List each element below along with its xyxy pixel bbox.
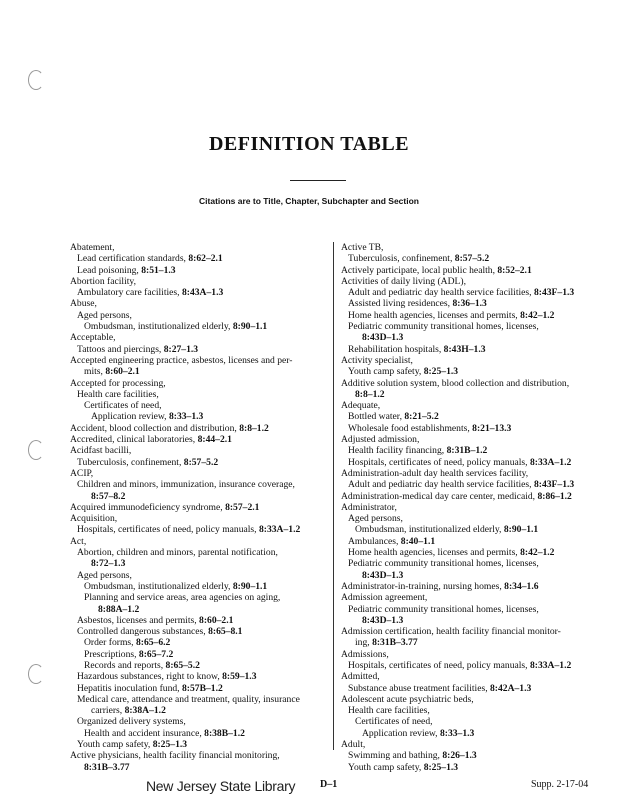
entry-citation: 8:90–1.1	[232, 321, 268, 333]
index-entry	[70, 366, 328, 377]
entry-citation: 8:52–2.1	[497, 264, 532, 276]
entry-citation: 8:31B–1.2	[446, 445, 488, 457]
index-entry	[341, 660, 596, 671]
index-entry	[341, 716, 596, 727]
entry-citation: 8:27–1.3	[163, 343, 199, 355]
entry-citation: 8:88A–1.2	[98, 603, 140, 615]
entry-text: Ambulatory care facilities,	[77, 287, 182, 299]
index-entry	[70, 344, 328, 355]
entry-citation: 8:57B–1.2	[181, 682, 223, 694]
index-entry	[341, 479, 596, 490]
entry-text: Aged persons,	[77, 309, 132, 321]
entry-citation: 8:57–2.1	[225, 501, 260, 513]
entry-text: Health facility financing,	[348, 445, 447, 457]
entry-citation: 8:44–2.1	[197, 434, 232, 446]
index-entry	[70, 513, 328, 524]
index-entry	[341, 671, 596, 682]
index-entry	[70, 310, 328, 321]
entry-text: Lead poisoning,	[77, 264, 142, 276]
entry-citation: 8:33A–1.2	[529, 659, 572, 671]
index-entry	[341, 265, 596, 276]
entry-text: Acceptable,	[70, 332, 116, 344]
entry-text: Application review,	[91, 411, 169, 423]
index-entry	[70, 536, 328, 547]
index-entry	[341, 604, 596, 615]
entry-citation: 8:33–1.3	[168, 411, 204, 423]
entry-text: Accepted for processing,	[70, 377, 166, 389]
entry-text: Planning and service areas, area agencies on aging,	[84, 592, 281, 604]
entry-citation: 8:72–1.3	[91, 558, 126, 570]
entry-text: Accident, blood collection and distribution,	[70, 422, 240, 434]
index-entry	[341, 457, 596, 468]
entry-citation: 8:60–2.1	[105, 366, 140, 378]
entry-citation: 8:65–5.2	[165, 659, 200, 671]
entry-text: Home health agencies, licenses and permits,	[348, 309, 521, 321]
entry-text: Wholesale food establishments,	[348, 422, 473, 434]
entry-citation: 8:57–5.2	[183, 456, 219, 468]
entry-citation: 8:59–1.3	[222, 671, 257, 683]
index-entry	[341, 513, 596, 524]
entry-text: Acquired immunodeficiency syndrome,	[70, 501, 226, 513]
entry-text: Abuse,	[70, 298, 97, 310]
entry-text: Admissions,	[341, 648, 389, 660]
entry-citation: 8:57–8.2	[91, 490, 126, 502]
entry-citation: 8:60–2.1	[199, 614, 234, 626]
entry-text: Hazardous substances, right to know,	[77, 671, 223, 683]
entry-text: Adult,	[341, 739, 366, 751]
index-entry	[341, 558, 596, 569]
index-entry	[70, 242, 328, 253]
entry-citation: 8:38A–1.2	[124, 705, 166, 717]
entry-text: Administration-adult day health services facility,	[341, 467, 529, 479]
entry-citation: 8:31B–3.77	[372, 637, 418, 649]
index-entry	[70, 411, 328, 422]
index-entry	[341, 502, 596, 513]
index-entry	[70, 739, 328, 750]
entry-text: Children and minors, immunization, insurance coverage,	[77, 479, 295, 491]
entry-text: Certificates of need,	[355, 716, 433, 728]
index-entry	[341, 276, 596, 287]
index-entry	[70, 671, 328, 682]
entry-text: Ombudsman, institutionalized elderly,	[84, 580, 233, 592]
index-entry	[341, 445, 596, 456]
index-entry	[70, 570, 328, 581]
entry-citation: 8:90–1.1	[232, 580, 268, 592]
index-entry	[341, 389, 596, 400]
index-entry	[70, 265, 328, 276]
entry-text: Lead certification standards,	[77, 253, 189, 265]
index-entry	[341, 570, 596, 581]
entry-text: Acquisition,	[70, 513, 118, 525]
entry-citation: 8:21–13.3	[472, 422, 512, 434]
entry-citation: 8:36–1.3	[452, 298, 487, 310]
entry-citation: 8:38B–1.2	[204, 727, 245, 739]
entry-citation: 8:33A–1.2	[529, 456, 572, 468]
entry-citation: 8:51–1.3	[141, 264, 176, 276]
entry-text: Hospitals, certificates of need, policy manuals,	[77, 524, 259, 536]
entry-citation: 8:34–1.6	[504, 580, 539, 592]
entry-text: Ombudsman, institutionalized elderly,	[355, 524, 504, 536]
entry-text: Pediatric community transitional homes, licenses,	[348, 558, 539, 570]
punch-hole-middle	[28, 440, 44, 460]
entry-citation: 8:8–1.2	[239, 422, 269, 434]
index-entry	[70, 558, 328, 569]
entry-citation: 8:65–8.1	[208, 626, 243, 638]
entry-citation: 8:31B–3.77	[84, 761, 130, 773]
title-rule	[290, 180, 346, 181]
entry-text: ACIP,	[70, 467, 94, 479]
entry-text: Swimming and bathing,	[348, 750, 443, 762]
entry-text: Admission certification, health facility financial monitor-	[341, 626, 561, 638]
entry-text: mits,	[84, 366, 106, 378]
index-entry	[341, 344, 596, 355]
index-entry	[341, 242, 596, 253]
index-entry	[70, 332, 328, 343]
entry-text: Bottled water,	[348, 411, 405, 423]
entry-text: Ombudsman, institutionalized elderly,	[84, 321, 233, 333]
entry-text: Tuberculosis, confinement,	[77, 456, 184, 468]
entry-text: Adult and pediatric day health service facilities,	[348, 479, 534, 491]
entry-citation: 8:90–1.1	[503, 524, 539, 536]
entry-citation: 8:65–6.2	[135, 637, 171, 649]
entry-text: Prescriptions,	[84, 648, 139, 660]
index-entry	[70, 547, 328, 558]
entry-text: Health care facilities,	[348, 705, 430, 717]
index-entry	[70, 423, 328, 434]
page-number: D–1	[320, 779, 338, 790]
entry-text: Pediatric community transitional homes, licenses,	[348, 603, 539, 615]
index-entry	[70, 434, 328, 445]
index-entry	[341, 310, 596, 321]
index-entry	[70, 502, 328, 513]
entry-citation: 8:26–1.3	[442, 750, 477, 762]
index-entry	[70, 683, 328, 694]
entry-text: Active physicians, health facility financial monitoring,	[70, 750, 280, 762]
index-entry	[70, 457, 328, 468]
entry-citation: 8:57–5.2	[454, 253, 490, 265]
index-entry	[341, 615, 596, 626]
index-entry	[70, 253, 328, 264]
index-entry	[70, 378, 328, 389]
punch-hole-top	[28, 70, 44, 90]
index-entry	[341, 728, 596, 739]
entry-text: Asbestos, licenses and permits,	[77, 614, 200, 626]
entry-text: Medical care, attendance and treatment, quality, insurance	[77, 693, 300, 705]
index-entry	[341, 683, 596, 694]
index-entry	[70, 660, 328, 671]
index-entry	[341, 400, 596, 411]
index-entry	[70, 716, 328, 727]
page-subtitle: Citations are to Title, Chapter, Subchapter and Section	[199, 196, 419, 206]
entry-text: Ambulances,	[348, 535, 401, 547]
index-entry	[341, 581, 596, 592]
entry-text: Hospitals, certificates of need, policy manuals,	[348, 659, 530, 671]
entry-text: Activity specialist,	[341, 354, 413, 366]
entry-citation: 8:86–1.2	[537, 490, 572, 502]
entry-citation: 8:33A–1.2	[258, 524, 301, 536]
index-entry	[70, 524, 328, 535]
index-entry	[341, 411, 596, 422]
entry-text: Abortion, children and minors, parental notification,	[77, 547, 278, 559]
index-entry	[70, 445, 328, 456]
index-entry	[341, 378, 596, 389]
index-entry	[70, 581, 328, 592]
index-entry	[70, 355, 328, 366]
index-entry	[70, 468, 328, 479]
entry-text: Youth camp safety,	[348, 761, 424, 773]
entry-text: Accepted engineering practice, asbestos, licenses and per-	[70, 354, 293, 366]
entry-text: Administrator,	[341, 501, 397, 513]
index-entry	[341, 491, 596, 502]
right-column	[341, 242, 596, 773]
index-entry	[70, 637, 328, 648]
index-entry	[70, 626, 328, 637]
entry-citation: 8:42–1.2	[520, 309, 555, 321]
index-entry	[341, 468, 596, 479]
entry-citation: 8:21–5.2	[404, 411, 439, 423]
index-entry	[341, 423, 596, 434]
entry-citation: 8:42–1.2	[520, 547, 555, 559]
index-entry	[341, 287, 596, 298]
entry-text: Application review,	[362, 727, 440, 739]
index-entry	[341, 298, 596, 309]
index-entry	[341, 321, 596, 332]
index-entry	[70, 592, 328, 603]
index-entry	[341, 750, 596, 761]
entry-citation: 8:43A–1.3	[181, 287, 224, 299]
index-entry	[341, 524, 596, 535]
entry-citation: 8:42A–1.3	[490, 682, 532, 694]
entry-text: Admitted,	[341, 671, 380, 683]
index-entry	[70, 389, 328, 400]
supplement-date: Supp. 2-17-04	[531, 779, 589, 790]
entry-text: Controlled dangerous substances,	[77, 626, 209, 638]
entry-citation: 8:43F–1.3	[533, 287, 575, 299]
entry-citation: 8:43F–1.3	[533, 479, 575, 491]
entry-citation: 8:25–1.3	[423, 761, 459, 773]
index-entry	[70, 604, 328, 615]
entry-text: Certificates of need,	[84, 400, 162, 412]
entry-text: Abortion facility,	[70, 275, 136, 287]
entry-citation: 8:25–1.3	[152, 739, 188, 751]
entry-text: Order forms,	[84, 637, 136, 649]
index-entry	[70, 705, 328, 716]
entry-text: Hepatitis inoculation fund,	[77, 682, 182, 694]
entry-citation: 8:43D–1.3	[362, 614, 404, 626]
entry-citation: 8:40–1.1	[400, 535, 436, 547]
index-entry	[341, 739, 596, 750]
index-entry	[70, 649, 328, 660]
entry-text: Assisted living residences,	[348, 298, 453, 310]
entry-text: Home health agencies, licenses and permits,	[348, 547, 521, 559]
entry-text: Accredited, clinical laboratories,	[70, 434, 198, 446]
entry-citation: 8:25–1.3	[423, 366, 459, 378]
page-title: DEFINITION TABLE	[208, 133, 410, 155]
entry-text: Aged persons,	[348, 513, 403, 525]
index-entry	[341, 762, 596, 773]
entry-text: Health and accident insurance,	[84, 727, 205, 739]
entry-text: carriers,	[91, 705, 125, 717]
entry-text: Adjusted admission,	[341, 434, 420, 446]
entry-text: Tuberculosis, confinement,	[348, 253, 455, 265]
entry-text: Aged persons,	[77, 569, 132, 581]
entry-text: Administration-medical day care center, medicaid,	[341, 490, 538, 502]
entry-text: Youth camp safety,	[348, 366, 424, 378]
entry-text: Actively participate, local public health,	[341, 264, 498, 276]
index-entry	[70, 728, 328, 739]
entry-text: Hospitals, certificates of need, policy manuals,	[348, 456, 530, 468]
column-divider	[333, 242, 334, 750]
index-entry	[341, 592, 596, 603]
entry-text: Health care facilities,	[77, 388, 159, 400]
index-entry	[341, 637, 596, 648]
entry-text: Additive solution system, blood collection and distribution,	[341, 377, 570, 389]
entry-text: Pediatric community transitional homes, licenses,	[348, 321, 539, 333]
entry-citation: 8:65–7.2	[138, 648, 174, 660]
index-entry	[70, 321, 328, 332]
index-entry	[70, 298, 328, 309]
entry-text: Adequate,	[341, 400, 381, 412]
entry-citation: 8:33–1.3	[439, 727, 475, 739]
index-entry	[70, 276, 328, 287]
index-entry	[341, 536, 596, 547]
index-entry	[70, 762, 328, 773]
entry-text: Abatement,	[70, 242, 115, 253]
index-entry	[70, 694, 328, 705]
index-entry	[70, 491, 328, 502]
entry-text: Adolescent acute psychiatric beds,	[341, 693, 474, 705]
index-entry	[341, 694, 596, 705]
entry-citation: 8:43D–1.3	[362, 332, 404, 344]
index-entry	[70, 287, 328, 298]
library-stamp: New Jersey State Library	[146, 778, 296, 794]
index-entry	[341, 253, 596, 264]
entry-text: Substance abuse treatment facilities,	[348, 682, 490, 694]
index-entry	[70, 479, 328, 490]
entry-text: Adult and pediatric day health service facilities,	[348, 287, 534, 299]
index-entry	[341, 626, 596, 637]
entry-text: ing,	[355, 637, 373, 649]
entry-text: Act,	[70, 535, 87, 547]
entry-text: Admission agreement,	[341, 592, 428, 604]
entry-text: Rehabilitation hospitals,	[348, 343, 444, 355]
index-entry	[341, 355, 596, 366]
index-entry	[70, 400, 328, 411]
entry-citation: 8:43D–1.3	[362, 569, 404, 581]
index-entry	[341, 649, 596, 660]
left-column	[70, 242, 328, 773]
index-entry	[341, 547, 596, 558]
entry-text: Records and reports,	[84, 659, 166, 671]
index-entry	[341, 434, 596, 445]
index-entry	[70, 750, 328, 761]
index-entry	[341, 332, 596, 343]
entry-text: Administrator-in-training, nursing homes,	[341, 580, 505, 592]
entry-text: Tattoos and piercings,	[77, 343, 164, 355]
index-entry	[341, 366, 596, 377]
index-entry	[341, 705, 596, 716]
punch-hole-bottom	[28, 664, 44, 684]
entry-citation: 8:62–2.1	[188, 253, 223, 265]
entry-text: Acidfast bacilli,	[70, 445, 132, 457]
entry-text: Activities of daily living (ADL),	[341, 275, 466, 287]
entry-citation: 8:8–1.2	[355, 388, 385, 400]
entry-text: Active TB,	[341, 242, 384, 253]
entry-text: Organized delivery systems,	[77, 716, 186, 728]
entry-text: Youth camp safety,	[77, 739, 153, 751]
index-entry	[70, 615, 328, 626]
entry-citation: 8:43H–1.3	[443, 343, 486, 355]
